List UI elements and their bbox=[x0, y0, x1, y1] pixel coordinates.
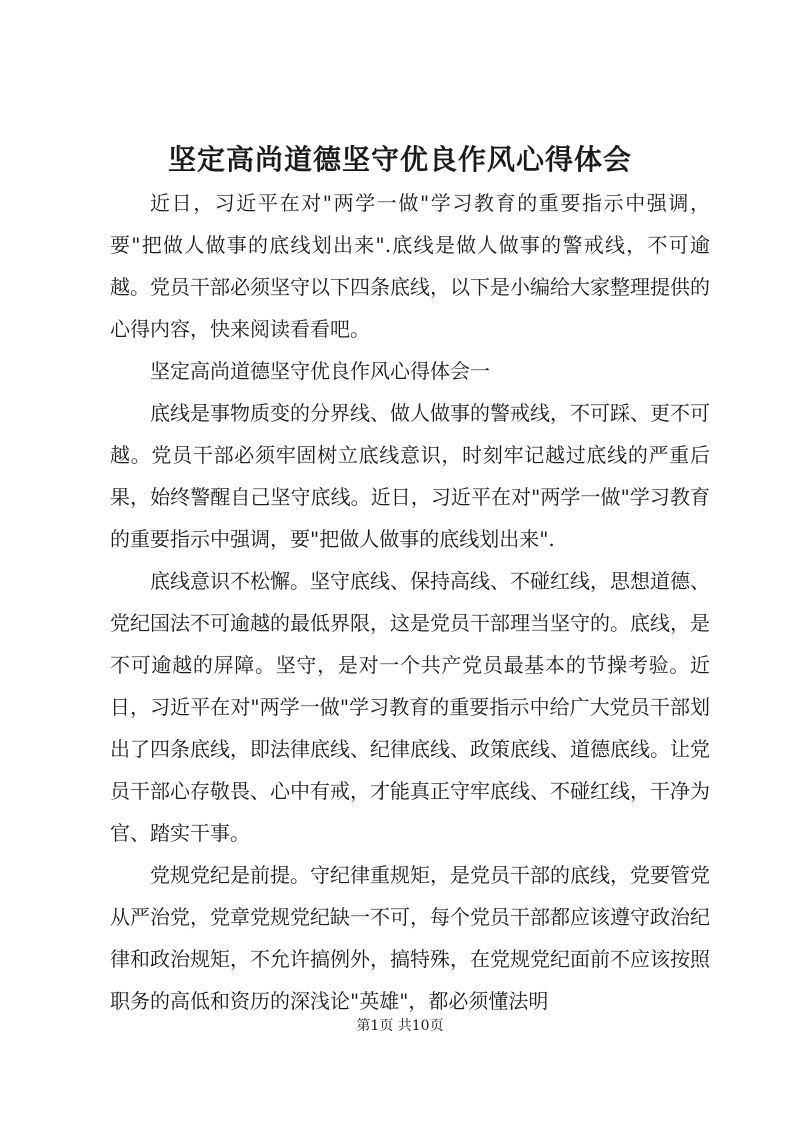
paragraph-party-rules: 党规党纪是前提。守纪律重规矩，是党员干部的底线，党要管党从严治党，党章党规党纪缺一不可，每个党员干部都应该遵守政治纪律和政治规矩，不允许搞例外，搞特殊，在党规党纪面前不应该按照职务的高低和资历的深浅论"英雄"，都必须懂法明 bbox=[110, 863, 710, 1013]
paragraph-awareness: 底线意识不松懈。坚守底线、保持高线、不碰红线，思想道德、党纪国法不可逾越的最低界限，这是党员干部理当坚守的。底线，是不可逾越的屏障。坚守，是对一个共产党员最基本的节操考验。近日，习近平在对"两学一做"学习教育的重要指示中给广大党员干部划出了四条底线，即法律底线、纪律底线、政策底线、道德底线。让党员干部心存敬畏、心中有戒，才能真正守牢底线、不碰红线，干净为官、踏实干事。 bbox=[110, 569, 710, 845]
paragraph-intro: 近日，习近平在对"两学一做"学习教育的重要指示中强调，要"把做人做事的底线划出来".底线是做人做事的警戒线，不可逾越。党员干部必须坚守以下四条底线，以下是小编给大家整理提供的心得内容，快来阅读看看吧。 bbox=[110, 191, 710, 341]
page-number-footer: 第1页 共10页 bbox=[356, 1018, 444, 1034]
paragraph-section-heading: 坚定高尚道德坚守优良作风心得体会一 bbox=[150, 359, 490, 383]
document-title: 坚定高尚道德坚守优良作风心得体会 bbox=[167, 143, 632, 176]
paragraph-bottom-line: 底线是事物质变的分界线、做人做事的警戒线，不可踩、更不可越。党员干部必须牢固树立底线意识，时刻牢记越过底线的严重后果，始终警醒自己坚守底线。近日，习近平在对"两学一做"学习教育的重要指示中强调，要"把做人做事的底线划出来". bbox=[110, 401, 710, 551]
document-body bbox=[110, 182, 710, 1022]
